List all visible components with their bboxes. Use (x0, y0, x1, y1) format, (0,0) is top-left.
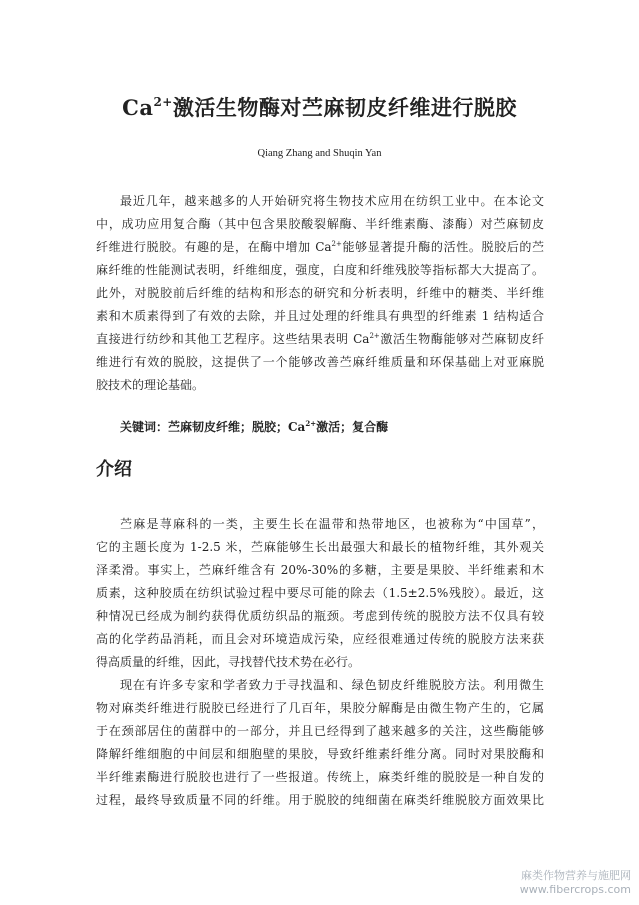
title-superscript: 2+ (153, 95, 173, 109)
keywords-text: 关键词：苎麻韧皮纤维；脱胶；Ca (120, 420, 306, 434)
authors: Qiang Zhang and Shuqin Yan (257, 148, 382, 159)
abstract-line: 麻纤维的性能测试表明，纤维细度，强度，白度和纤维残胶等指标都大大提高了。 (96, 263, 544, 277)
abstract-line (96, 328, 544, 351)
intro-paragraph-1 (96, 513, 544, 674)
abstract-line: 此外，对脱胶前后纤维的结构和形态的研究和分析表明，纤维中的糖类、半纤维 (96, 286, 544, 300)
abstract-line: 维进行有效的脱胶，这提供了一个能够改善苎麻纤维质量和环保基础上对亚麻脱 (96, 355, 544, 369)
body-line: 它的主题长度为 1-2.5 米，苎麻能够生长出最强大和最长的植物纤维，其外观关 (96, 540, 544, 554)
abstract-line (96, 236, 544, 259)
keywords (120, 416, 388, 439)
title-text: 激活生物酶对苎麻韧皮纤维进行脱胶 (172, 95, 517, 120)
keywords-text: 激活；复合酶 (316, 420, 389, 434)
title-ca: Ca (122, 95, 154, 120)
body-line: 泽柔滑。事实上，苎麻纤维含有 20%-30%的多糖，主要是果胶、半纤维素和木 (96, 563, 544, 577)
abstract-line: 中，成功应用复合酶（其中包含果胶酸裂解酶、半纤维素酶、漆酶）对苎麻韧皮 (96, 217, 544, 231)
body-line: 过程，最终导致质量不同的纤维。用于脱胶的纯细菌在麻类纤维脱胶方面效果比 (96, 793, 544, 807)
body-line: 于在颈部居住的菌群中的一部分，并且已经得到了越来越多的关注，这些酶能够 (96, 724, 544, 738)
section-heading: 介绍 (96, 459, 132, 480)
superscript: 2+ (331, 240, 342, 248)
body-line: 苎麻是荨麻科的一类，主要生长在温带和热带地区，也被称为“中国草”， (120, 517, 544, 531)
superscript: 2+ (369, 332, 380, 340)
paper-title (0, 93, 639, 123)
intro-paragraph-2 (96, 674, 544, 812)
abstract-text: 能够显著提升酶的活性。脱胶后的苎 (341, 240, 544, 254)
body-line: 降解纤维细胞的中间层和细胞壁的果胶，导致纤维素纤维分离。同时对果胶酶和 (96, 747, 544, 761)
body-line: 现在有许多专家和学者致力于寻找温和、绿色韧皮纤维脱胶方法。利用微生 (120, 678, 544, 692)
abstract-line: 胶技术的理论基础。 (96, 378, 205, 392)
abstract-text: 纤维进行脱胶。有趣的是，在酶中增加 Ca (96, 240, 332, 254)
body-line: 物对麻类纤维进行脱胶已经进行了几百年，果胶分解酶是由微生物产生的，它属 (96, 701, 544, 715)
abstract-text: 激活生物酶能够对苎麻韧皮纤 (379, 332, 544, 346)
body-line: 种情况已经成为制约获得优质纺织品的瓶颈。考虑到传统的脱胶方法不仅具有较 (96, 609, 544, 623)
body-line: 半纤维素酶进行脱胶也进行了一些报道。传统上，麻类纤维的脱胶是一种自发的 (96, 770, 544, 784)
watermark (520, 869, 631, 897)
body-line: 高的化学药品消耗，而且会对环境造成污染，应经很难通过传统的脱胶方法来获 (96, 632, 544, 646)
watermark-site-name: 麻类作物营养与施肥网 (521, 869, 631, 882)
abstract-text: 直接进行纺纱和其他工艺程序。这些结果表明 Ca (96, 332, 370, 346)
body-line: 得高质量的纤维，因此，寻找替代技术势在必行。 (96, 655, 361, 669)
abstract-paragraph (96, 190, 544, 397)
abstract-line: 最近几年，越来越多的人开始研究将生物技术应用在纺织工业中。在本论文 (120, 194, 544, 208)
abstract-line: 素和木质素得到了有效的去除，并且过处理的纤维具有典型的纤维素 1 结构适合 (96, 309, 544, 323)
watermark-url: www.fibercrops.com (519, 883, 631, 896)
superscript: 2+ (305, 419, 317, 428)
body-line: 质素，这种胶质在纺织试验过程中要尽可能的除去（1.5±2.5%残胶）。最近，这 (96, 586, 544, 600)
